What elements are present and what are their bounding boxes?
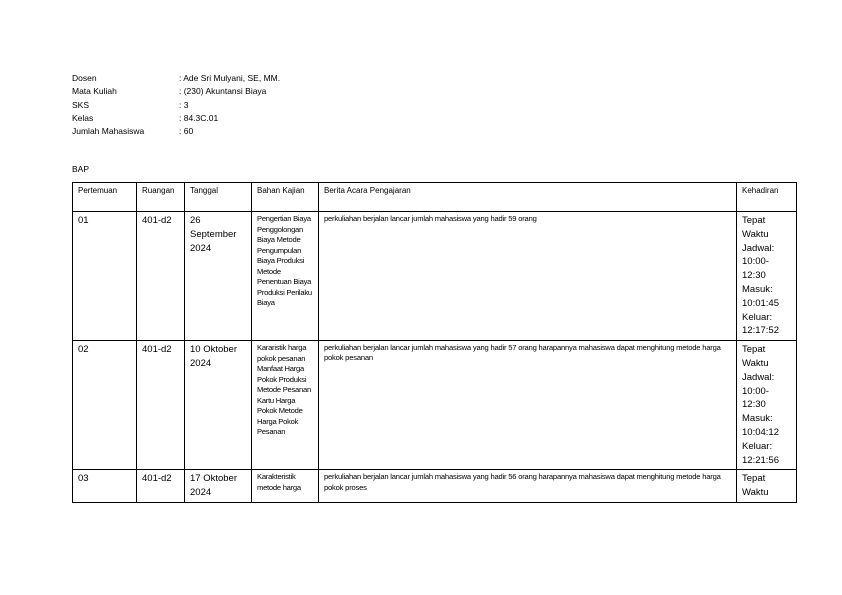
cell-kehadiran: Tepat Waktu [737,470,797,503]
cell-ruangan: 401-d2 [137,470,185,503]
header-ruangan: Ruangan [137,183,185,212]
info-row-kelas [72,112,280,125]
info-row-mata-kuliah [72,85,280,98]
cell-tanggal: 10 Oktober 2024 [185,341,252,470]
info-value: : 3 [179,99,189,110]
cell-bahan-kajian: Kararistik harga pokok pesanan Manfaat Harga Pokok Produksi Metode Pesanan Kartu Harga Pokok Metode Harga Pokok Pesanan [252,341,319,470]
info-value: : 60 [179,126,194,137]
info-label: Dosen [72,73,97,83]
cell-berita-acara: perkuliahan berjalan lancar jumlah mahasiswa yang hadir 56 orang harapannya mahasiswa dapat menghitung metode harga pokok proses [319,470,737,503]
header-kehadiran: Kehadiran [737,183,797,212]
info-row-sks [72,99,280,112]
header-bahan-kajian: Bahan Kajian [252,183,319,212]
header-pertemuan: Pertemuan [73,183,137,212]
cell-bahan-kajian: Karakteristik metode harga [252,470,319,503]
cell-tanggal: 26 September 2024 [185,212,252,341]
info-label: SKS [72,99,90,110]
cell-bahan-kajian: Pengertian Biaya Penggolongan Biaya Metode Pengumpulan Biaya Produksi Metode Penentuan Biaya Produksi Perilaku Biaya [252,212,319,341]
cell-kehadiran: Tepat Waktu Jadwal: 10:00-12:30 Masuk: 10:01:45 Keluar: 12:17:52 [737,212,797,341]
course-info [72,72,280,138]
bap-table [72,182,797,503]
cell-tanggal: 17 Oktober 2024 [185,470,252,503]
info-row-dosen [72,72,280,85]
table-row [73,212,797,341]
info-label: Kelas [72,112,94,123]
info-value: : (230) Akuntansi Biaya [179,86,267,97]
header-berita-acara: Berita Acara Pengajaran [319,183,737,212]
table-row [73,341,797,470]
cell-berita-acara: perkuliahan berjalan lancar jumlah mahasiswa yang hadir 59 orang [319,212,737,341]
info-row-jumlah-mahasiswa [72,125,280,138]
cell-kehadiran: Tepat Waktu Jadwal: 10:00-12:30 Masuk: 10:04:12 Keluar: 12:21:56 [737,341,797,470]
info-label: Jumlah Mahasiswa [72,126,145,137]
table-header-row [73,183,797,212]
section-title: BAP [72,164,90,174]
info-label: Mata Kuliah [72,86,117,97]
header-tanggal: Tanggal [185,183,252,212]
cell-pertemuan: 02 [73,341,137,470]
cell-berita-acara: perkuliahan berjalan lancar jumlah mahasiswa yang hadir 57 orang harapannya mahasiswa dapat menghitung metode harga pokok pesanan [319,341,737,470]
info-value: : 84.3C.01 [179,112,219,123]
table-row [73,470,797,503]
info-value: : Ade Sri Mulyani, SE, MM. [179,73,281,83]
cell-pertemuan: 01 [73,212,137,341]
cell-ruangan: 401-d2 [137,212,185,341]
cell-pertemuan: 03 [73,470,137,503]
cell-ruangan: 401-d2 [137,341,185,470]
